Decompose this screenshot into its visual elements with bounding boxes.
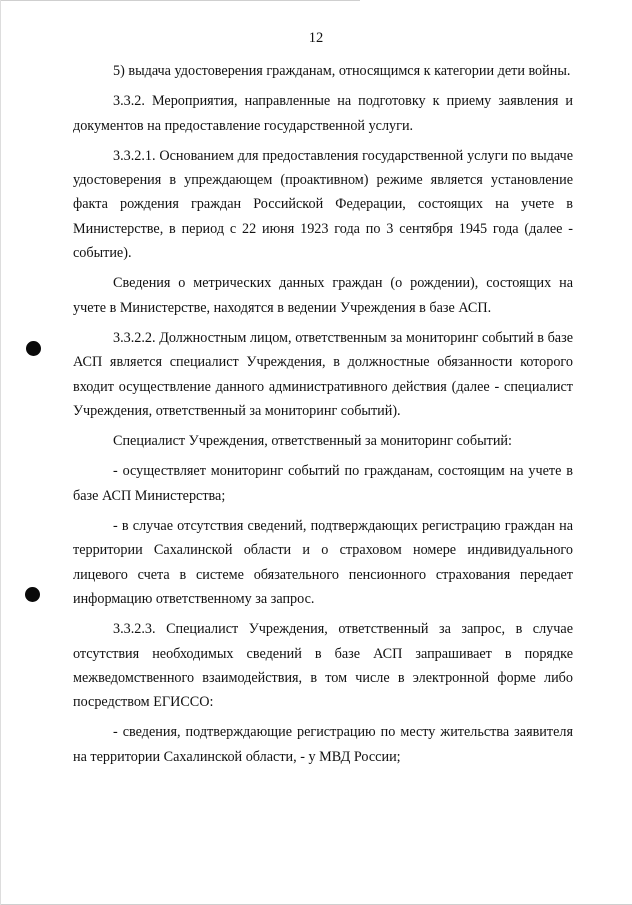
page-number: 12 bbox=[308, 30, 324, 46]
paragraph-monitoring-duty: - осуществляет мониторинг событий по гражданам, состоящим на учете в базе АСП Министерства; bbox=[73, 463, 573, 504]
paragraph-missing-info-duty: - в случае отсутствия сведений, подтверждающих регистрацию граждан на территории Сахалинской области и о страховом номере индивидуального лицевого счета в системе обязательного пенсионного страхования передает информацию ответственному за запрос. bbox=[73, 518, 573, 607]
scan-artifact-left bbox=[0, 0, 1, 905]
paragraph-registration-info: - сведения, подтверждающие регистрацию по месту жительства заявителя на территории Сахалинской области, - у МВД России; bbox=[73, 724, 573, 765]
paragraph-specialist-intro: Специалист Учреждения, ответственный за мониторинг событий: bbox=[113, 433, 512, 450]
paragraph-section-3-3-2-1: 3.3.2.1. Основанием для предоставления государственной услуги по выдаче удостоверения в упреждающем (проактивном) режиме является установление факта рождения граждан Российской Федерации, состоящих на учете в Министерстве, в период с 22 июня 1923 года по 3 сентября 1945 года (далее - событие). bbox=[73, 147, 573, 262]
paragraph-section-3-3-2-3: 3.3.2.3. Специалист Учреждения, ответственный за запрос, в случае отсутствия необходимых сведений в базе АСП запрашивает в порядке межведомственного взаимодействия, в том числе в электронной форме либо посредством ЕГИССО: bbox=[73, 621, 573, 711]
paragraph-item-5: 5) выдача удостоверения гражданам, относящимся к категории дети войны. bbox=[113, 63, 571, 79]
paragraph-section-3-3-2: 3.3.2. Мероприятия, направленные на подготовку к приему заявления и документов на предоставление государственной услуги. bbox=[73, 93, 573, 134]
document-body bbox=[73, 59, 573, 769]
paragraph-section-3-3-2-2: 3.3.2.2. Должностным лицом, ответственным за мониторинг событий в базе АСП является специалист Учреждения, в должностные обязанности которого входит осуществление данного административного действия (далее - специалист Учреждения, ответственный за мониторинг событий). bbox=[73, 329, 573, 419]
punch-hole-lower bbox=[25, 587, 40, 602]
punch-hole-upper bbox=[26, 341, 41, 356]
scan-artifact-top bbox=[0, 0, 360, 1]
paragraph-metric-data: Сведения о метрических данных граждан (о рождении), состоящих на учете в Министерстве, находятся в ведении Учреждения в базе АСП. bbox=[73, 275, 573, 316]
